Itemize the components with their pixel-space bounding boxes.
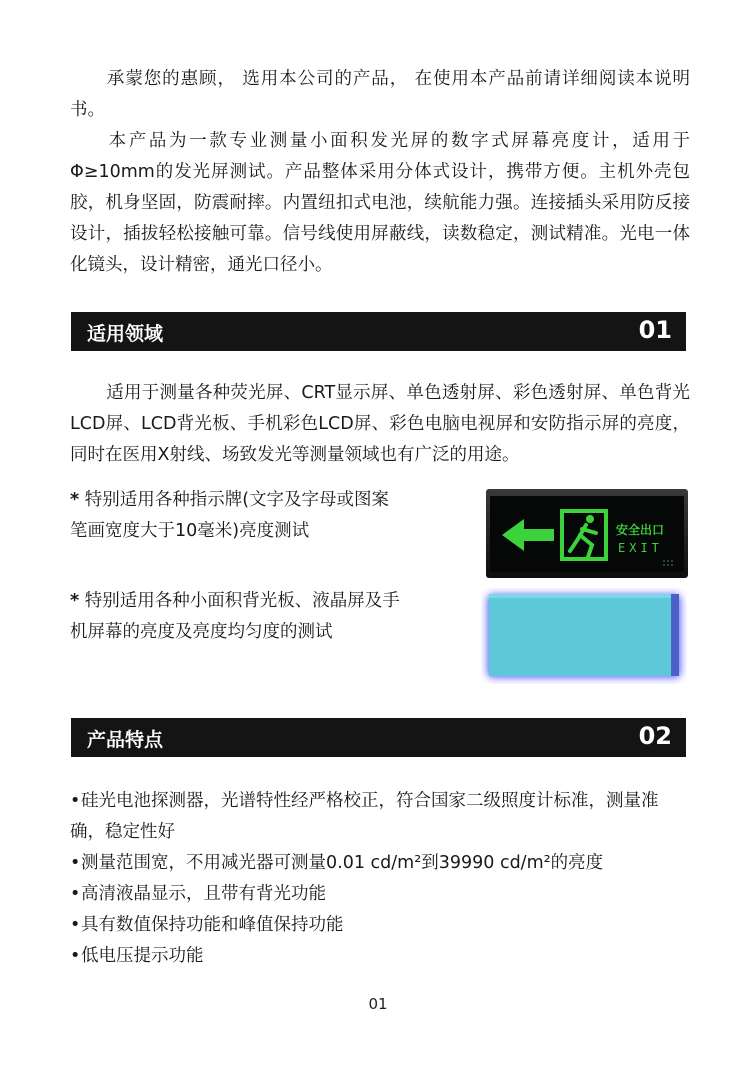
feature-text: 测量范围宽，不用减光器可测量0.01 cd/m²到39990 cd/m²的亮度 [81, 853, 604, 873]
feature-item: •测量范围宽，不用减光器可测量0.01 cd/m²到39990 cd/m²的亮度 [70, 853, 604, 873]
intro-paragraph-2-text: 本产品为一款专业测量小面积发光屏的数字式屏幕亮度计，适用于Φ≥10mm的发光屏测试。产品整体采用分体式设计，携带方便。主机外壳包胶，机身坚固，防震耐摔。内置纽扣式电池，续航能力强。连接插头采用防反接设计，插拔轻松接触可靠。信号线使用屏蔽线，读数稳定，测试精准。光电一体化镜头，设计精密，通光口径小。 [70, 131, 690, 275]
intro-paragraph-1 [70, 64, 690, 126]
feature-text: 低电压提示功能 [81, 946, 204, 966]
application-paragraph [70, 378, 690, 471]
exit-sign-image [486, 489, 688, 578]
section-header-application [71, 312, 686, 351]
application-paragraph-text: 适用于测量各种荧光屏、CRT显示屏、单色透射屏、彩色透射屏、单色背光LCD屏、LCD背光板、手机彩色LCD屏、彩色电脑电视屏和安防指示屏的亮度，同时在医用X射线、场致发光等测量领域也有广泛的用途。 [70, 383, 690, 465]
note-star: * [70, 591, 80, 611]
note-backlight-text: 特别适用各种小面积背光板、液晶屏及手机屏幕的亮度及亮度均匀度的测试 [70, 591, 400, 642]
feature-text: 具有数值保持功能和峰值保持功能 [81, 915, 344, 935]
feature-text: 硅光电池探测器，光谱特性经严格校正，符合国家二级照度计标准，测量准确，稳定性好 [70, 791, 659, 842]
intro-paragraph-1-text: 承蒙您的惠顾， 选用本公司的产品， 在使用本产品前请详细阅读本说明书。 [70, 69, 690, 120]
note-signboard [70, 485, 400, 547]
feature-item: •具有数值保持功能和峰值保持功能 [70, 915, 344, 935]
feature-item: •高清液晶显示，且带有背光功能 [70, 884, 326, 904]
section-title: 适用领域 [87, 323, 164, 345]
intro-paragraph-2 [70, 126, 690, 281]
note-signboard-text: 特别适用各种指示牌(文字及字母或图案笔画宽度大于10毫米)亮度测试 [70, 490, 390, 541]
feature-text: 高清液晶显示，且带有背光功能 [81, 884, 326, 904]
backlight-panel-image [481, 588, 687, 684]
section-number: 02 [638, 722, 672, 750]
note-backlight [70, 586, 400, 648]
section-number: 01 [638, 316, 672, 344]
feature-item: •低电压提示功能 [70, 946, 204, 966]
note-star: * [70, 490, 80, 510]
section-header-features [71, 718, 686, 757]
exit-cn-text: 安全出口 [616, 523, 665, 537]
page-number: 01 [368, 995, 388, 1013]
feature-item: •硅光电池探测器，光谱特性经严格校正，符合国家二级照度计标准，测量准确，稳定性好 [70, 791, 659, 842]
exit-en-text: EXIT [618, 541, 663, 555]
section-title: 产品特点 [87, 729, 164, 751]
